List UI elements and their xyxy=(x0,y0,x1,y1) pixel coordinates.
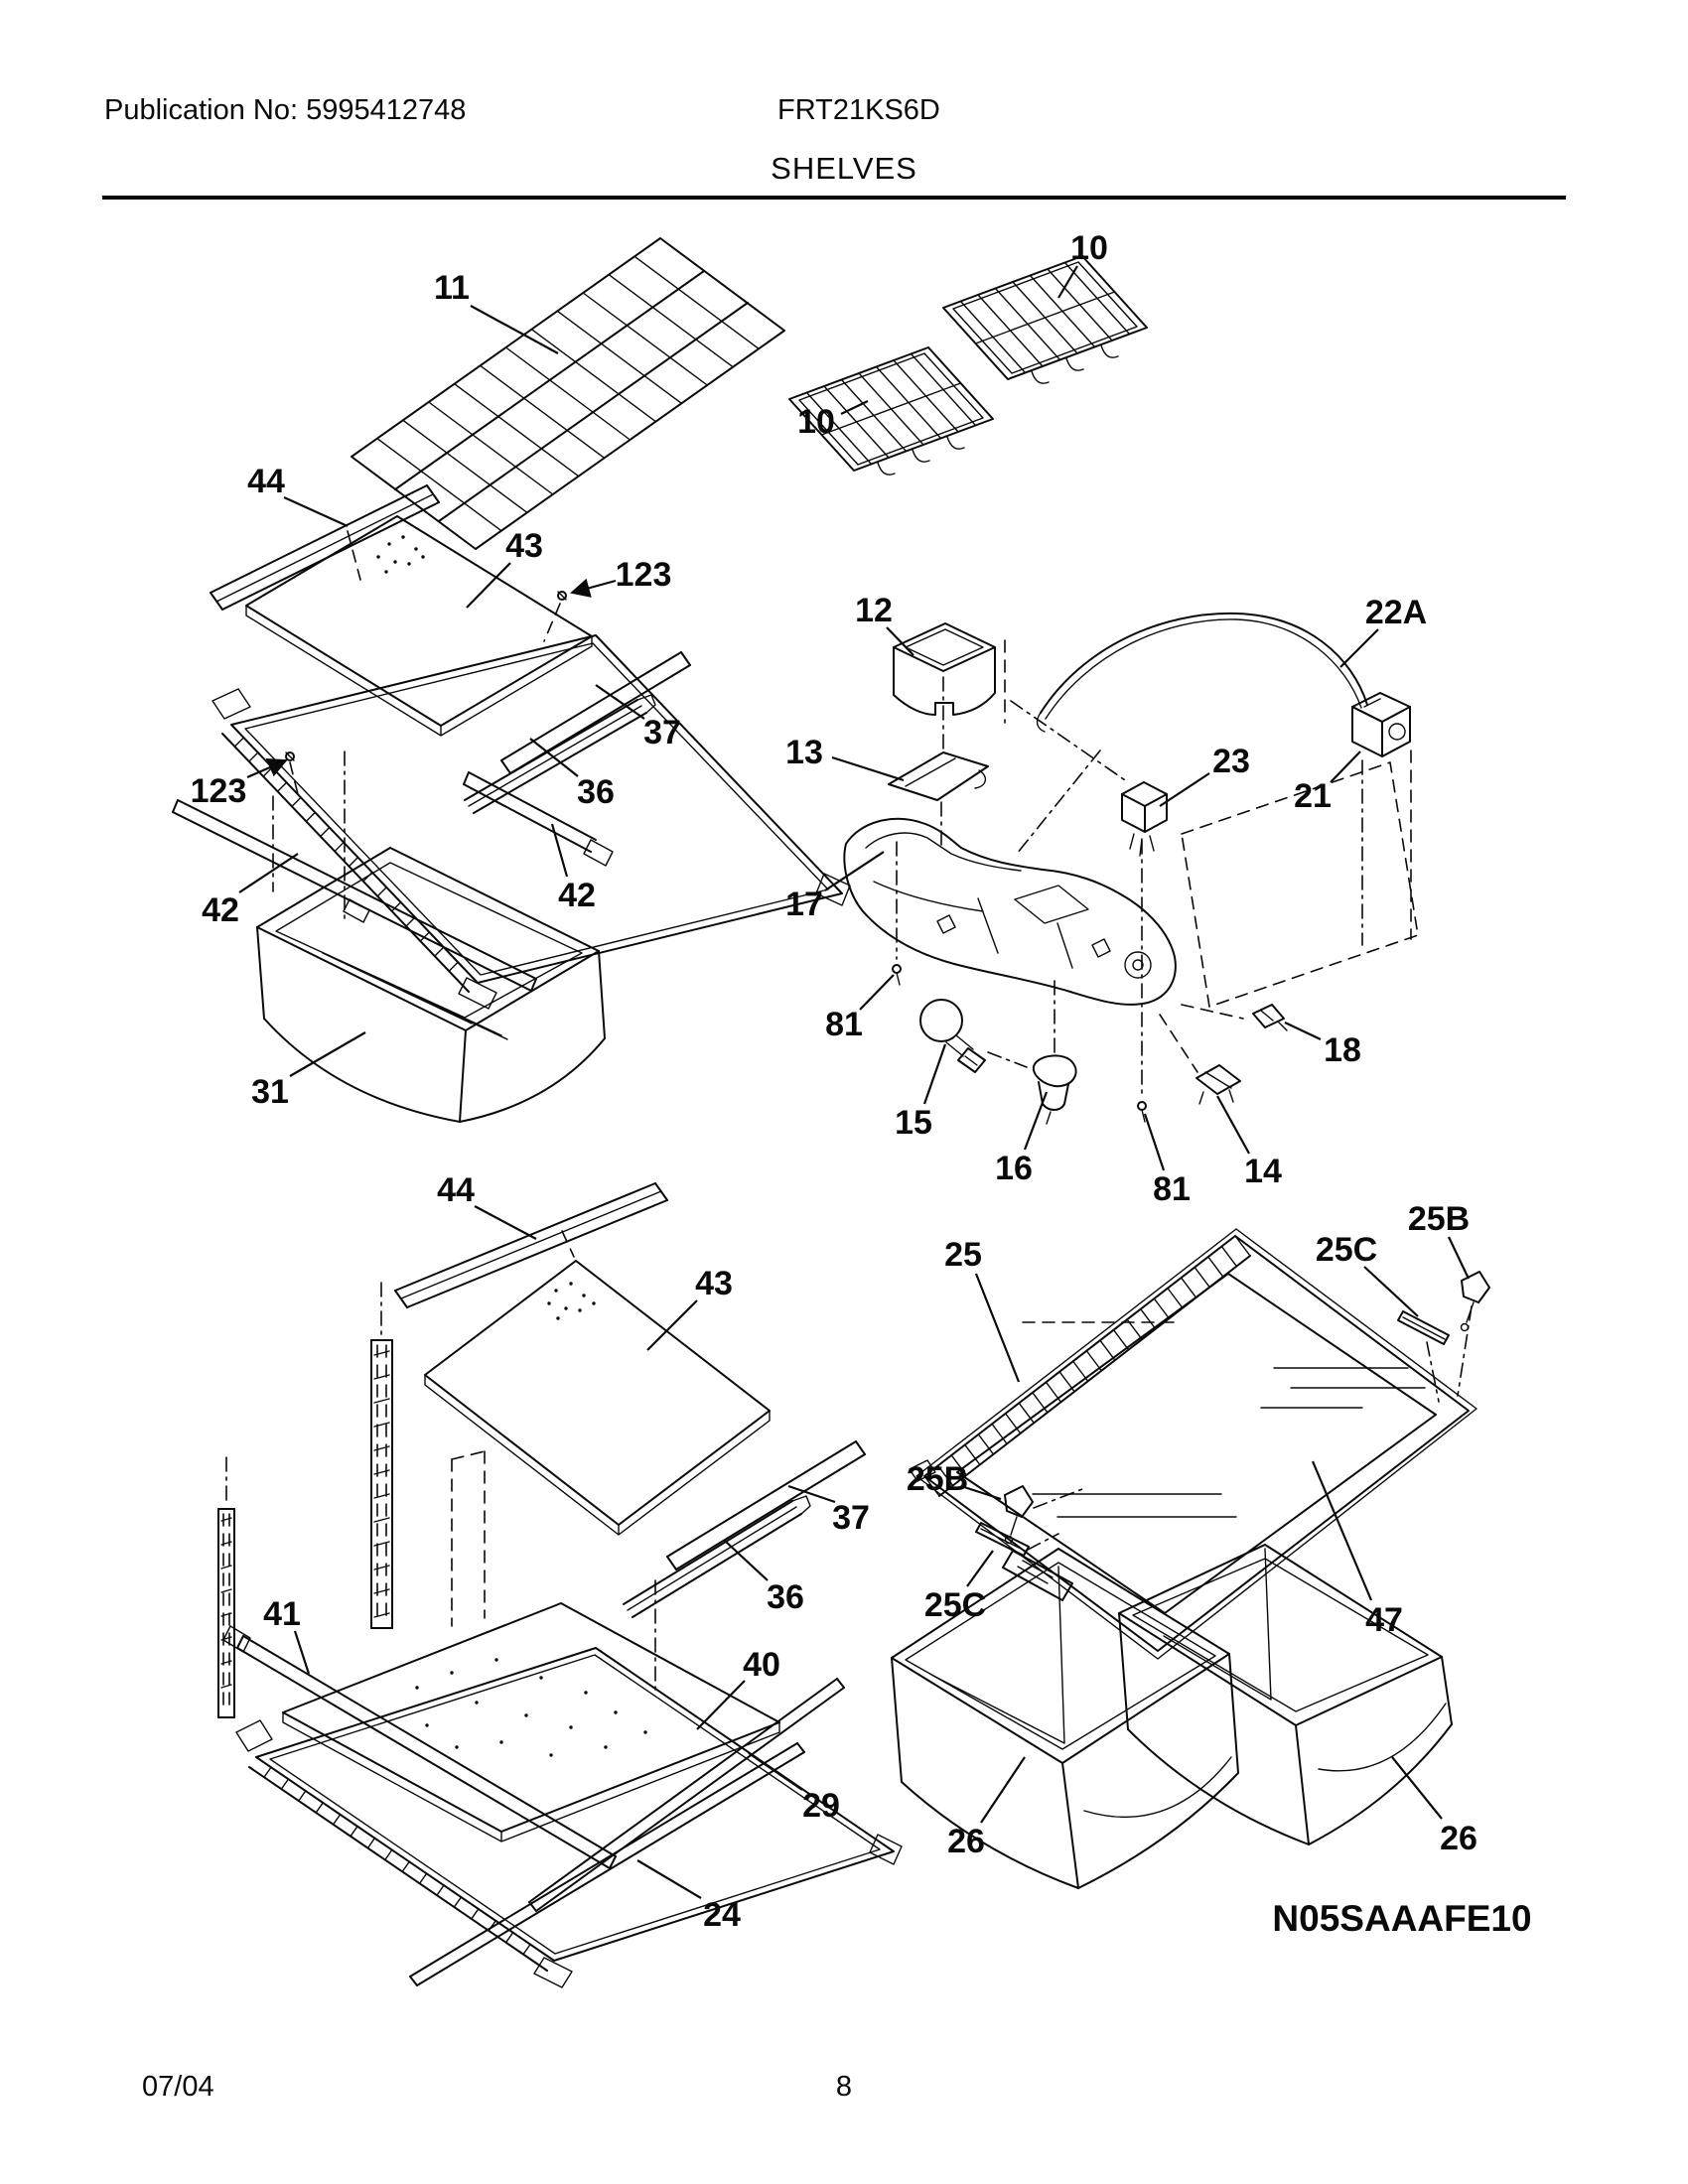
callout-42: 42 xyxy=(202,891,239,929)
model-number: FRT21KS6D xyxy=(777,94,940,126)
callout-leader-10 xyxy=(1058,266,1077,298)
callout-leader-21 xyxy=(1331,751,1360,782)
callout-37: 37 xyxy=(832,1499,870,1537)
shelf-rail-37-upper-drawing xyxy=(501,652,690,773)
callout-leader-25C xyxy=(967,1551,993,1586)
callout-26: 26 xyxy=(1440,1820,1477,1857)
callout-leader-123 xyxy=(572,581,616,593)
callout-11: 11 xyxy=(434,269,470,307)
callout-leader-16 xyxy=(1025,1092,1047,1150)
clip-25b-top-drawing xyxy=(1458,1272,1489,1396)
callout-leader-43 xyxy=(467,563,510,608)
callout-leader-23 xyxy=(1160,773,1209,806)
shelf-frame-lower-drawing xyxy=(236,1580,902,1987)
callout-23: 23 xyxy=(1212,743,1250,780)
callout-leader-14 xyxy=(1217,1096,1249,1154)
callout-layer xyxy=(191,229,1477,1934)
slide-rail-41-drawing xyxy=(223,1626,616,1868)
callout-leader-10 xyxy=(841,401,868,414)
switch-23-drawing xyxy=(1122,782,1167,856)
callout-10: 10 xyxy=(797,403,835,441)
wire-harness-22a-drawing xyxy=(1038,614,1367,732)
callout-41: 41 xyxy=(263,1595,301,1633)
callout-leader-25B xyxy=(1449,1237,1469,1279)
callout-25C: 25C xyxy=(1315,1231,1378,1269)
shelf-trim-rail-44-upper-drawing xyxy=(211,485,439,610)
shelf-rail-36-upper-drawing xyxy=(465,695,655,813)
screw-81-right-drawing xyxy=(1138,1102,1146,1122)
screw-81-left-drawing xyxy=(893,965,901,985)
callout-36: 36 xyxy=(767,1578,804,1616)
front-rail-24-drawing xyxy=(410,1743,804,1985)
callout-leader-25C xyxy=(1364,1267,1418,1316)
callout-leader-22A xyxy=(1340,629,1378,667)
callout-leader-44 xyxy=(475,1206,536,1239)
callout-40: 40 xyxy=(743,1646,780,1684)
light-bulb-15-drawing xyxy=(920,1000,985,1072)
callout-43: 43 xyxy=(695,1265,733,1302)
callout-81: 81 xyxy=(1153,1170,1191,1208)
callout-42: 42 xyxy=(558,877,596,914)
callout-36: 36 xyxy=(577,773,615,811)
callout-21: 21 xyxy=(1294,777,1332,815)
diagram-grid-code: N05SAAAFE10 xyxy=(1272,1898,1532,1939)
callout-leader-24 xyxy=(637,1860,701,1898)
callout-17: 17 xyxy=(785,886,823,923)
callout-leader-40 xyxy=(697,1681,745,1729)
deli-drawer-31-drawing xyxy=(257,848,892,1658)
callout-25C: 25C xyxy=(923,1586,987,1624)
footer-page-number: 8 xyxy=(835,2071,853,2103)
footer-date: 07/04 xyxy=(142,2071,214,2103)
callout-14: 14 xyxy=(1244,1153,1282,1190)
callout-31: 31 xyxy=(251,1073,289,1111)
console-housing-17-drawing xyxy=(844,819,1175,1005)
callout-22A: 22A xyxy=(1364,594,1428,631)
clip-25c-bottom-drawing xyxy=(976,1523,1058,1556)
callout-leader-26 xyxy=(981,1757,1025,1823)
callout-15: 15 xyxy=(895,1104,932,1142)
callout-43: 43 xyxy=(505,527,543,565)
callout-44: 44 xyxy=(247,463,285,500)
callout-123: 123 xyxy=(190,772,247,810)
callout-leader-18 xyxy=(1285,1023,1321,1039)
callout-123: 123 xyxy=(615,556,672,594)
callout-leader-15 xyxy=(924,1044,945,1104)
crisper-drawer-26-right-drawing xyxy=(1119,1545,1452,1844)
callout-12: 12 xyxy=(855,592,893,629)
air-deflector-13-drawing xyxy=(889,752,988,800)
callout-10: 10 xyxy=(1070,229,1108,267)
callout-29: 29 xyxy=(802,1787,840,1825)
thermostat-21-drawing xyxy=(1352,693,1410,756)
callout-24: 24 xyxy=(703,1896,741,1934)
callout-leader-42 xyxy=(552,824,567,877)
callout-44: 44 xyxy=(437,1171,475,1209)
section-title: SHELVES xyxy=(771,151,917,186)
mounting-track-left-drawing xyxy=(218,1457,234,1717)
ice-tray-upper-drawing xyxy=(943,256,1147,383)
callout-leader-25 xyxy=(976,1274,1019,1382)
callout-leader-81 xyxy=(1145,1114,1164,1170)
callout-leader-17 xyxy=(825,852,884,890)
callout-leader-11 xyxy=(471,306,558,353)
callout-leader-81 xyxy=(860,975,894,1010)
clip-18-drawing xyxy=(1253,1005,1287,1030)
screw-123-right-drawing xyxy=(544,592,566,641)
callout-13: 13 xyxy=(785,734,823,771)
callout-25B: 25B xyxy=(906,1460,969,1498)
callout-37: 37 xyxy=(643,714,681,751)
callout-25: 25 xyxy=(944,1236,982,1274)
ice-tray-bracket-12-drawing xyxy=(894,623,995,715)
callout-47: 47 xyxy=(1365,1601,1403,1639)
callout-leader-13 xyxy=(832,757,904,780)
callout-26: 26 xyxy=(947,1823,985,1860)
callout-16: 16 xyxy=(995,1150,1033,1187)
callout-leader-44 xyxy=(284,497,348,526)
callout-18: 18 xyxy=(1324,1031,1361,1069)
bulb-socket-16-drawing xyxy=(1034,1055,1076,1124)
callout-81: 81 xyxy=(825,1006,863,1043)
publication-number: Publication No: 5995412748 xyxy=(104,94,467,126)
mounting-track-right-drawing xyxy=(371,1283,392,1628)
callout-25B: 25B xyxy=(1407,1200,1471,1238)
callout-leader-43 xyxy=(647,1300,697,1350)
track-ghost-panel-dashes xyxy=(452,1451,485,1626)
